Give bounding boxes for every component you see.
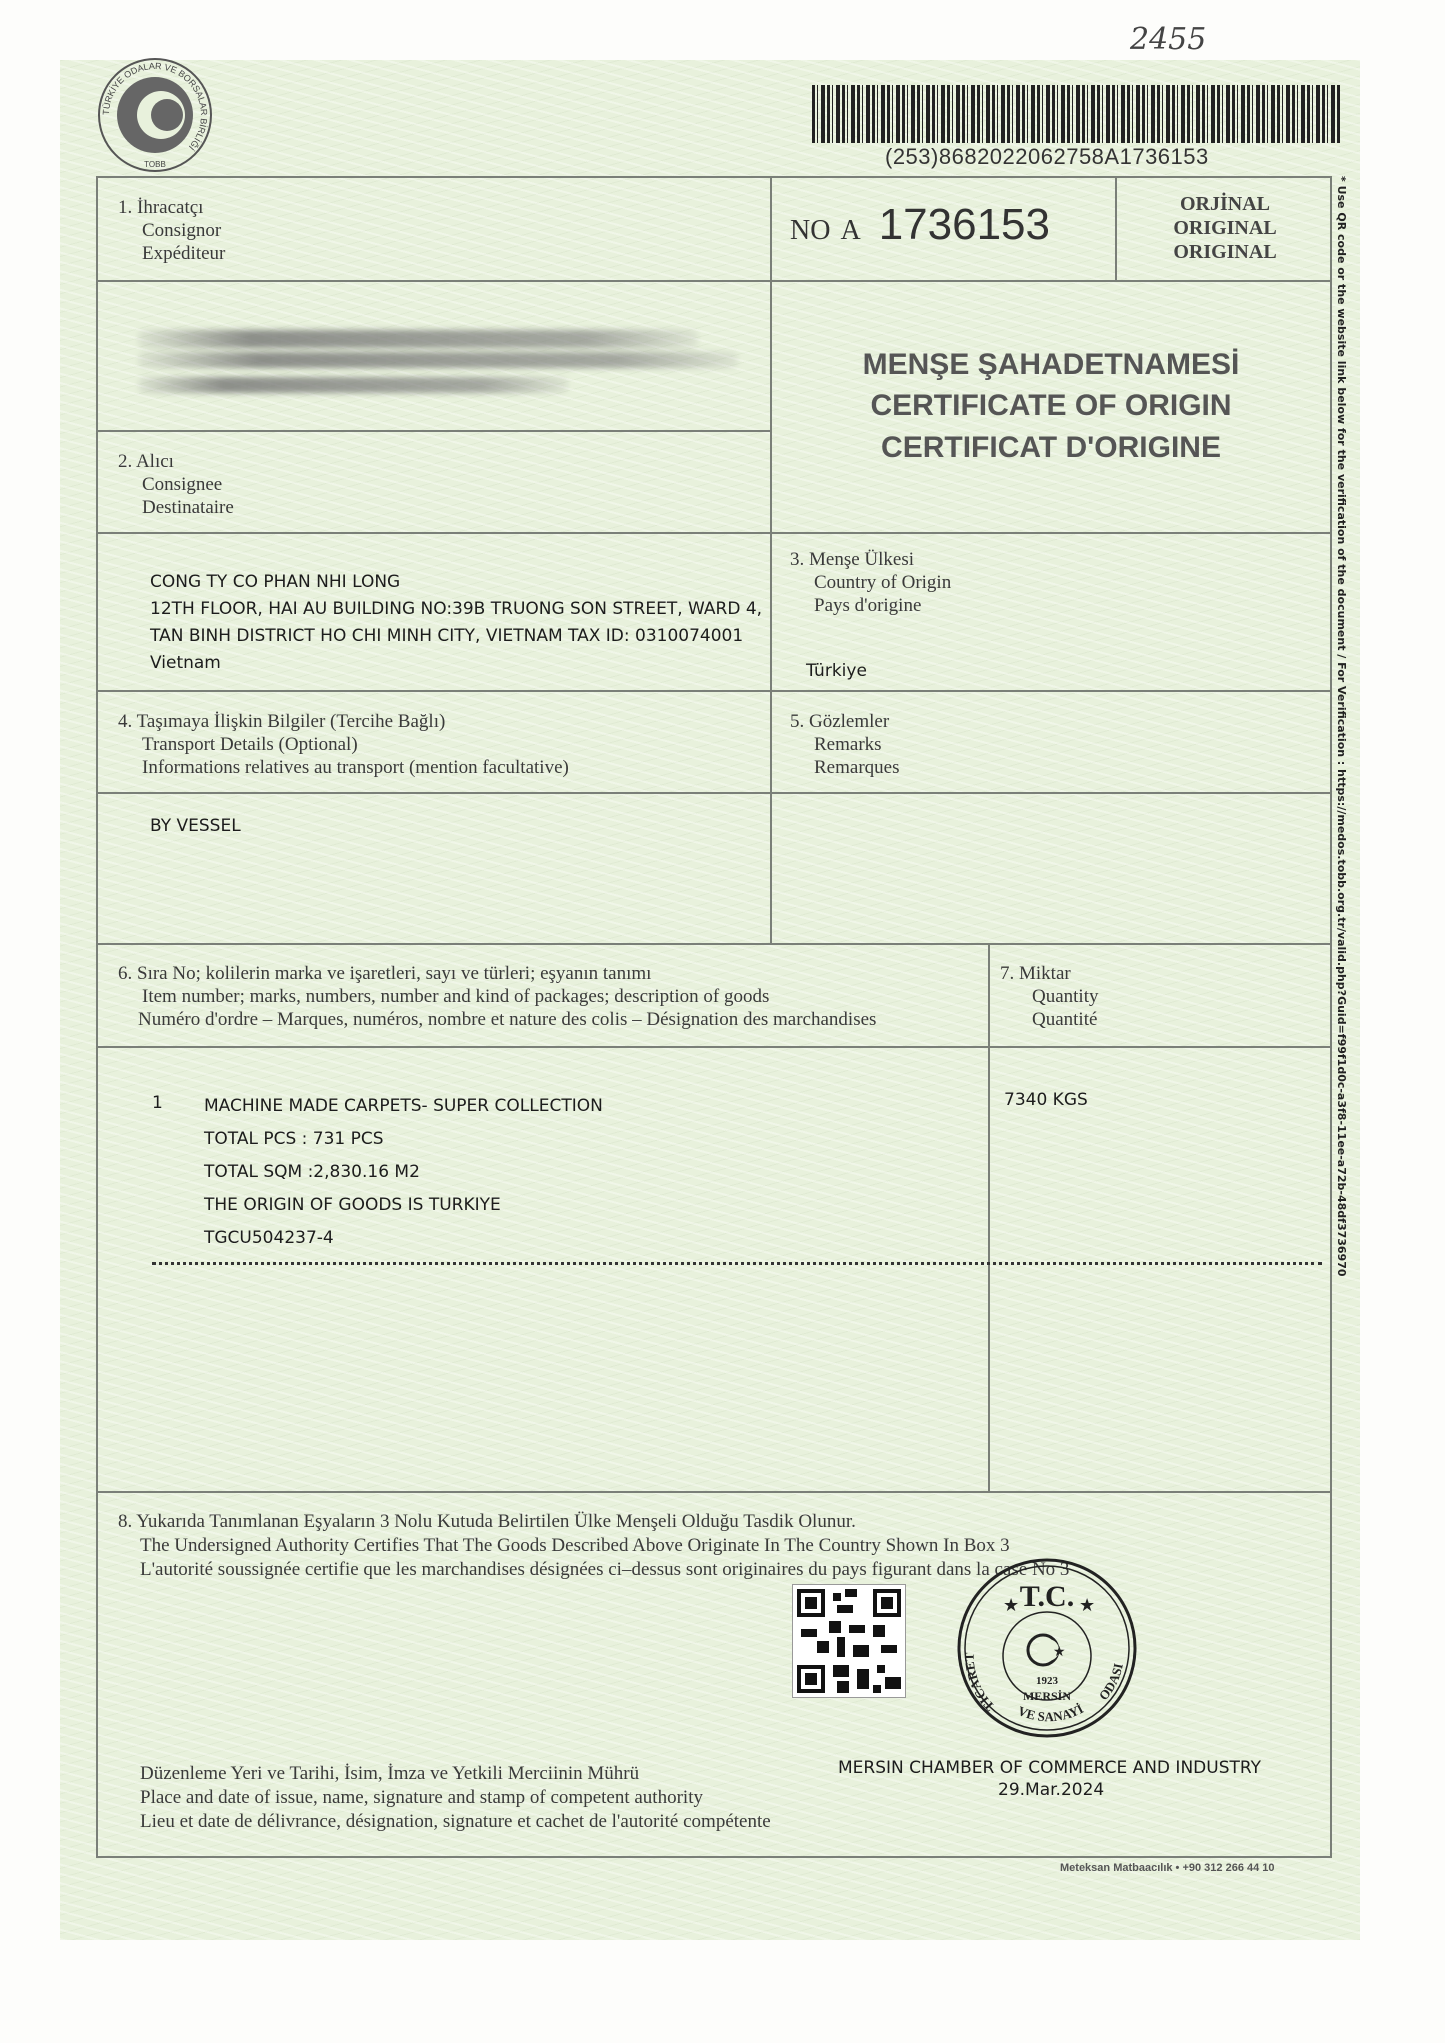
consignee-address-2: TAN BINH DISTRICT HO CHI MINH CITY, VIETNAM TAX ID: 0310074001 <box>150 626 744 646</box>
issue-date: 29.Mar.2024 <box>998 1780 1105 1800</box>
box5-label <box>790 710 899 779</box>
consignee-name: CONG TY CO PHAN NHI LONG <box>150 572 401 592</box>
box8-label <box>118 1510 1069 1582</box>
original-marker <box>1135 192 1315 264</box>
box2-label-tr: 2. Alıcı <box>118 451 174 472</box>
barcode <box>812 85 1342 143</box>
box5-label-tr: 5. Gözlemler <box>790 711 890 732</box>
original-en: ORIGINAL <box>1173 217 1277 239</box>
box2-label-en: Consignee <box>142 474 223 495</box>
official-stamp <box>955 1556 1139 1740</box>
cert-no-number: 1736153 <box>878 200 1050 249</box>
issue-label-en: Place and date of issue, name, signature and stamp of competent authority <box>140 1787 703 1808</box>
box1-label-en: Consignor <box>142 220 222 241</box>
svg-text:VE SANAYİ <box>1016 1701 1086 1724</box>
printer-note: Meteksan Matbaacılık • +90 312 266 44 10 <box>1060 1862 1275 1874</box>
cert-no-prefix: NO <box>790 215 831 246</box>
box8-label-fr: L'autorité soussignée certifie que les marchandises désignées ci–dessus sont originaires du pays figurant dans la case No 3 <box>140 1559 1070 1580</box>
box8-label-en: The Undersigned Authority Certifies That The Goods Described Above Originate In The Country Shown In Box 3 <box>140 1535 1010 1556</box>
goods-line-1: MACHINE MADE CARPETS- SUPER COLLECTION <box>204 1096 603 1116</box>
box2-label <box>118 450 234 519</box>
goods-end-dotted-line <box>152 1262 1322 1265</box>
country-of-origin-value: Türkiye <box>806 661 867 681</box>
chamber-seal-icon <box>955 1556 1139 1740</box>
quantity-value: 7340 KGS <box>1004 1090 1088 1110</box>
box4-label-tr: 4. Taşımaya İlişkin Bilgiler (Tercihe Bağlı) <box>118 711 446 732</box>
stamp-city: MERSİN <box>1022 1689 1072 1703</box>
stamp-year: 1923 <box>1036 1675 1058 1687</box>
stamp-star-left-icon: ★ <box>1003 1595 1020 1615</box>
goods-line-3: TOTAL SQM :2,830.16 M2 <box>204 1162 420 1182</box>
box1-label <box>118 196 225 265</box>
box5-label-en: Remarks <box>814 734 882 755</box>
stamp-star-right-icon: ★ <box>1079 1595 1096 1615</box>
transport-value: BY VESSEL <box>150 816 241 836</box>
title-fr: CERTIFICAT D'ORIGINE <box>881 431 1221 464</box>
stamp-ring-right: ODASI <box>1095 1662 1126 1704</box>
box3-label-fr: Pays d'origine <box>814 595 922 616</box>
box3-label-en: Country of Origin <box>814 572 952 593</box>
redacted-consignor <box>138 352 738 368</box>
title-tr: MENŞE ŞAHADETNAMESİ <box>862 348 1240 381</box>
box7-label <box>1000 962 1099 1031</box>
verification-note: * Use QR code or the website link below for the verification of the document / For Verification : https://medos.tobb.org.tr/valid.php?Guid=f99f1d0c-a3f8-11ee-a72b-48df3736970 <box>1335 176 1348 1277</box>
consignee-details <box>150 569 762 677</box>
goods-description <box>204 1090 603 1255</box>
box7-label-tr: 7. Miktar <box>1000 963 1071 984</box>
issue-label-fr: Lieu et date de délivrance, désignation, signature et cachet de l'autorité compétente <box>140 1811 771 1832</box>
logo-abbr: TOBB <box>144 160 166 169</box>
stamp-ring-left: TİCARET <box>961 1652 998 1715</box>
qr-code-icon <box>793 1585 905 1697</box>
item-number: 1 <box>152 1093 163 1113</box>
box6-label-fr: Numéro d'ordre – Marques, numéros, nombre et nature des colis – Désignation des marchandises <box>138 1009 877 1030</box>
consignee-country: Vietnam <box>150 653 221 673</box>
title-en: CERTIFICATE OF ORIGIN <box>870 389 1232 422</box>
box4-label <box>118 710 569 779</box>
box3-label <box>790 548 951 617</box>
qr-code[interactable] <box>792 1584 906 1698</box>
redacted-consignor <box>138 330 698 348</box>
box4-label-fr: Informations relatives au transport (mention facultative) <box>142 757 569 778</box>
barcode-text: (253)8682022062758A1736153 <box>885 144 1209 169</box>
goods-line-5: TGCU504237-4 <box>204 1228 334 1248</box>
goods-line-2: TOTAL PCS : 731 PCS <box>204 1129 384 1149</box>
box7-label-fr: Quantité <box>1032 1009 1098 1030</box>
consignee-address-1: 12TH FLOOR, HAI AU BUILDING NO:39B TRUONG SON STREET, WARD 4, <box>150 599 763 619</box>
box6-label-en: Item number; marks, numbers, number and kind of packages; description of goods <box>142 986 770 1007</box>
box4-label-en: Transport Details (Optional) <box>142 734 358 755</box>
box3-label-tr: 3. Menşe Ülkesi <box>790 549 915 570</box>
issuing-authority: MERSIN CHAMBER OF COMMERCE AND INDUSTRY <box>838 1758 1261 1778</box>
box2-label-fr: Destinataire <box>142 497 234 518</box>
original-fr: ORIGINAL <box>1173 241 1277 263</box>
redacted-consignor <box>138 377 568 393</box>
issue-label <box>140 1762 771 1834</box>
box6-label <box>118 962 876 1031</box>
logo-ring-text: TÜRKİYE ODALAR VE BORSALAR BİRLİĞİ <box>100 60 210 153</box>
original-tr: ORJİNAL <box>1179 193 1270 215</box>
box7-label-en: Quantity <box>1032 986 1099 1007</box>
box5-label-fr: Remarques <box>814 757 900 778</box>
box6-label-tr: 6. Sıra No; kolilerin marka ve işaretleri, sayı ve türleri; eşyanın tanımı <box>118 963 652 984</box>
stamp-tc: T.C. <box>1019 1580 1075 1613</box>
certificate-number <box>790 200 1050 250</box>
handwritten-note: 2455 <box>1130 22 1207 57</box>
goods-line-4: THE ORIGIN OF GOODS IS TURKIYE <box>204 1195 501 1215</box>
box8-label-tr: 8. Yukarıda Tanımlanan Eşyaların 3 Nolu Kutuda Belirtilen Ülke Menşeli Olduğu Tasdik Olunur. <box>118 1511 856 1532</box>
stamp-crescent-star-icon: ★ <box>1053 1645 1066 1660</box>
cert-no-series: A <box>840 215 861 246</box>
tobb-logo-seal-icon <box>95 55 215 175</box>
issue-label-tr: Düzenleme Yeri ve Tarihi, İsim, İmza ve Yetkili Merciinin Mührü <box>140 1763 640 1784</box>
tobb-logo <box>95 55 215 175</box>
box1-label-fr: Expéditeur <box>142 243 226 264</box>
stamp-ring-bottom: VE SANAYİ <box>1015 1700 1086 1725</box>
box1-label-tr: 1. İhracatçı <box>118 197 204 218</box>
